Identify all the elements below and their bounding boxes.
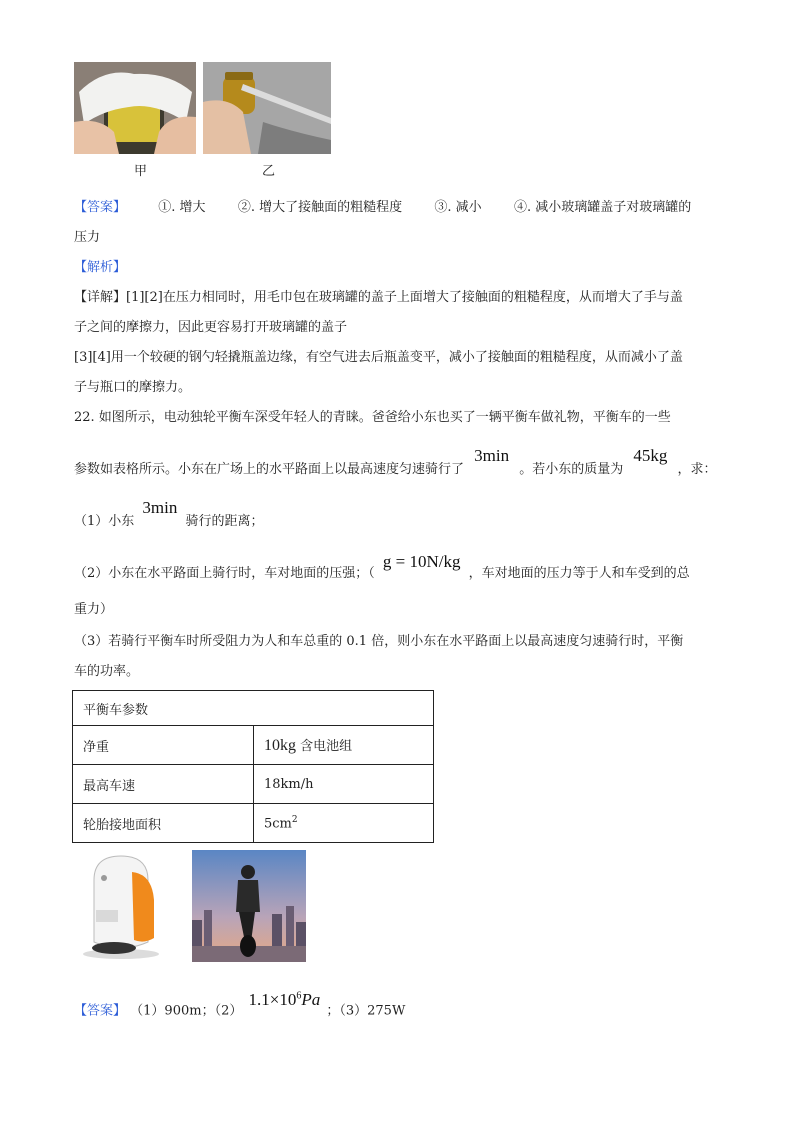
table-cell-value: 10kg 含电池组: [254, 726, 434, 765]
question-22-part-1: （1）小东 3min 骑行的距离；: [74, 498, 264, 529]
table-cell-label: 净重: [73, 726, 254, 765]
table-cell-value: 18km/h: [254, 765, 434, 804]
answer-21-continuation: 压力: [74, 230, 101, 245]
caption-left: 甲: [134, 164, 148, 179]
answer-item-1: ①. 增大: [158, 200, 206, 215]
answer-item-2: ②. 增大了接触面的粗糙程度: [237, 200, 403, 215]
time-value: 3min: [474, 446, 510, 465]
table-row: [73, 804, 434, 843]
answer-22: 【答案】 （1）900m；（2） $1.1\times 10^6Pa$ ；（3）275W: [74, 989, 406, 1019]
question-22-part-2: （2）小东在水平路面上骑行时，车对地面的压强；（ g = 10N/kg ，车对地面的压力等于人和车受到的总: [74, 552, 690, 581]
caption-right: 乙: [262, 164, 276, 179]
analysis-line-1: 【详解】[1][2]在压力相同时，用毛巾包在玻璃罐的盖子上面增大了接触面的粗糙程度，从而增大了手与盖: [74, 290, 683, 305]
table-row: [73, 765, 434, 804]
photo-unicycle: [74, 850, 168, 962]
params-table: [72, 690, 434, 843]
answer-tag: 【答案】: [74, 1003, 127, 1019]
question-22-line-1: 22. 如图所示，电动独轮平衡车深受年轻人的青睐。爸爸给小东也买了一辆平衡车做礼物，平衡车的一些: [74, 410, 671, 425]
mass-value: 45kg: [633, 446, 668, 465]
question-22-part-3: （3）若骑行平衡车时所受阻力为人和车总重的 0.1 倍，则小东在水平路面上以最高速度匀速骑行时，平衡: [74, 634, 684, 649]
table-cell-value: $5cm^2$: [254, 804, 434, 843]
table-cell-label: 最高车速: [73, 765, 254, 804]
question-22-part-3-cont: 车的功率。: [74, 664, 140, 679]
photo-rider: [192, 850, 306, 962]
g-value: g = 10N/kg: [382, 552, 461, 571]
answer-item-4: ④. 减小玻璃罐盖子对玻璃罐的: [513, 200, 692, 215]
detail-tag: 【详解】: [74, 290, 127, 305]
pressure-value: $1.1\times 10^6Pa$: [248, 989, 321, 1009]
analysis-tag: 【解析】: [74, 260, 127, 275]
table-row: [73, 726, 434, 765]
analysis-line-3: [3][4]用一个较硬的钢勺轻撬瓶盖边缘，有空气进去后瓶盖变平，减小了接触面的粗糙程度，从而减小了盖: [74, 350, 683, 365]
question-22-part-2-cont: 重力）: [74, 602, 114, 617]
analysis-line-4: 子与瓶口的摩擦力。: [74, 380, 192, 395]
photo-jar-spoon: [203, 62, 331, 154]
table-header: 平衡车参数: [73, 691, 434, 726]
question-22-line-2: 参数如表格所示。小东在广场上的水平路面上以最高速度匀速骑行了 3min 。若小东的质量为 45kg ，求：: [74, 446, 717, 477]
answer-item-3: ③. 减小: [434, 200, 482, 215]
analysis-line-2: 子之间的摩擦力，因此更容易打开玻璃罐的盖子: [74, 320, 348, 335]
table-cell-label: 轮胎接地面积: [73, 804, 254, 843]
time-value-2: 3min: [142, 498, 178, 517]
photo-jar-towel: [74, 62, 196, 154]
answer-21: [74, 198, 691, 218]
answer-tag: 【答案】: [74, 200, 127, 215]
